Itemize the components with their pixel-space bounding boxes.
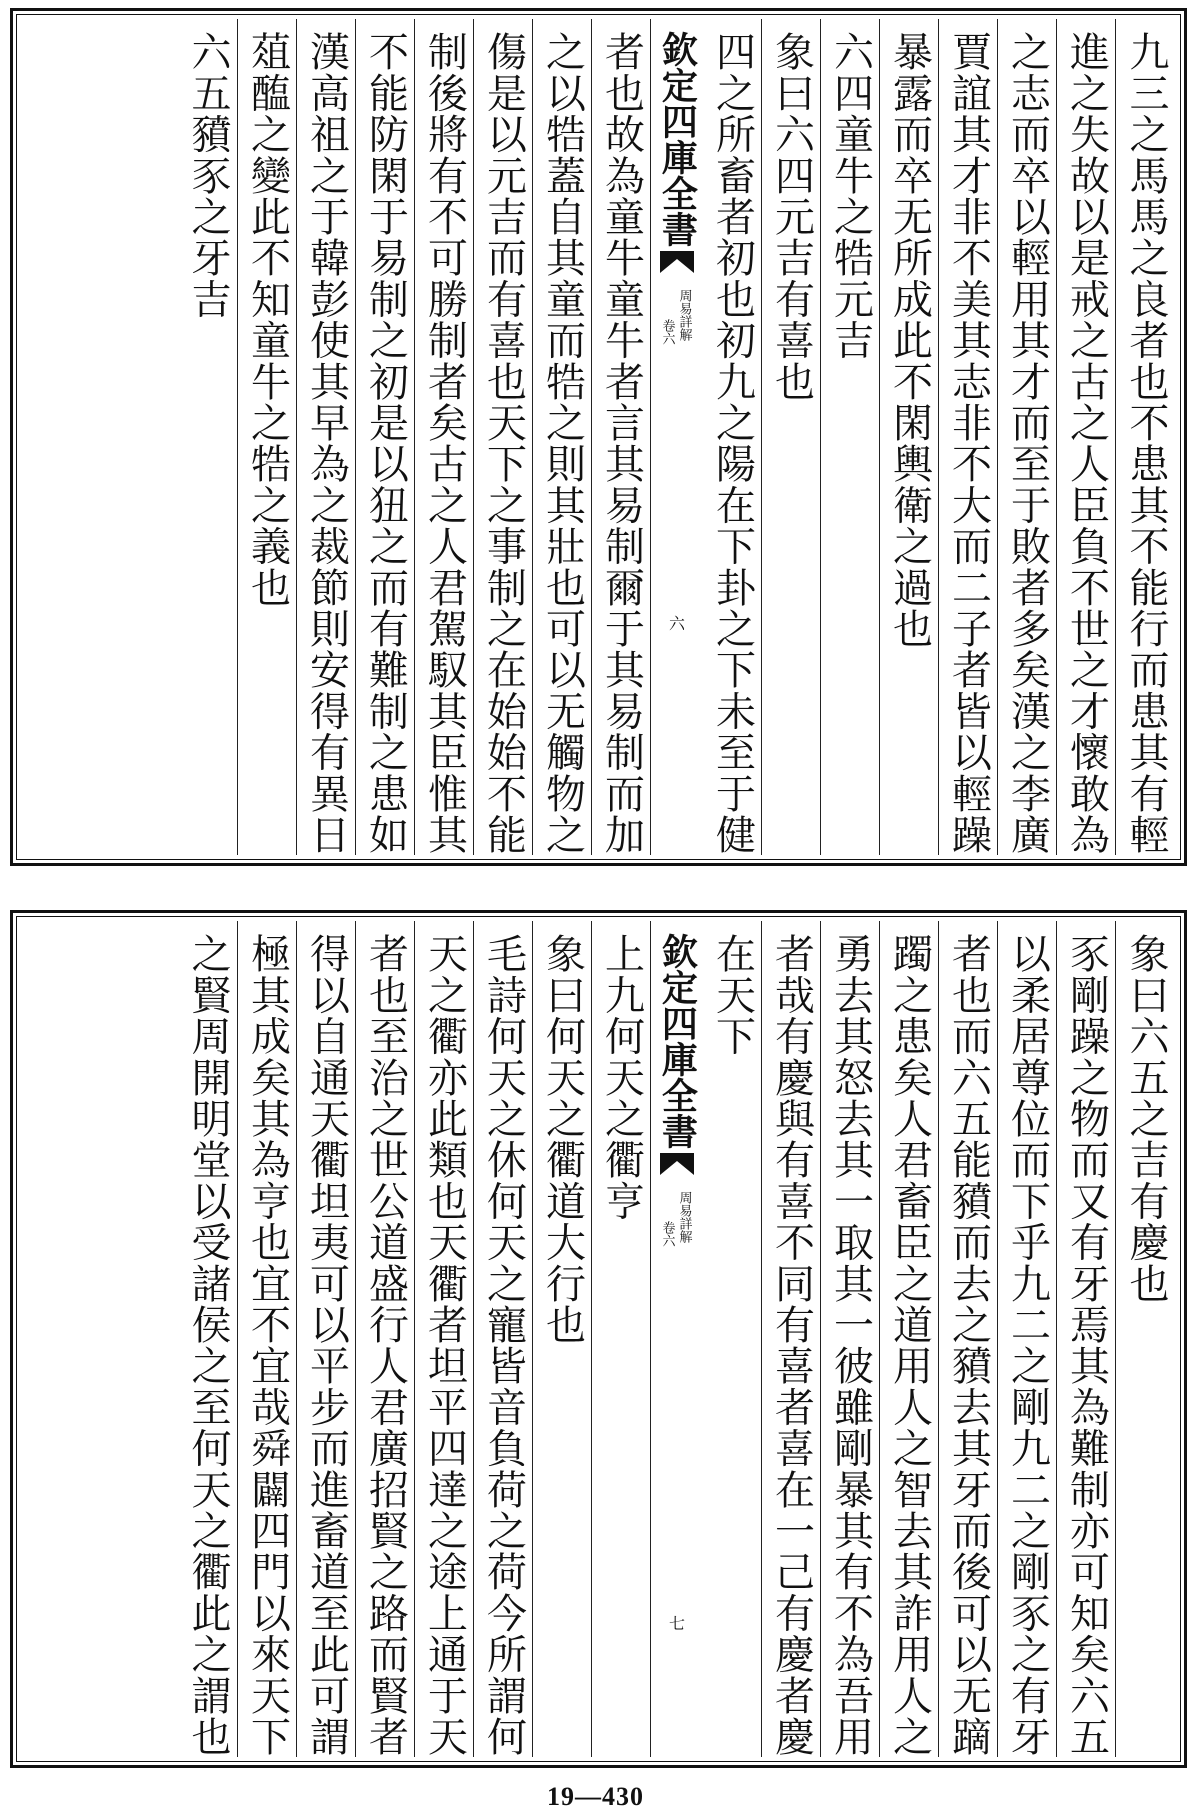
upper-page bbox=[10, 8, 1187, 866]
column-text: 葅醢之變此不知童牛之牿之義也 bbox=[244, 31, 291, 608]
text-column bbox=[938, 921, 998, 1757]
text-column bbox=[1056, 921, 1116, 1757]
text-column bbox=[532, 19, 592, 855]
text-column bbox=[591, 19, 651, 855]
text-column bbox=[879, 19, 939, 855]
text-column bbox=[997, 921, 1057, 1757]
fish-tail-icon bbox=[660, 251, 694, 273]
text-column bbox=[178, 19, 238, 855]
text-column bbox=[355, 19, 415, 855]
column-text: 豕剛躁之物而又有牙焉其為難制亦可知矣六五 bbox=[1063, 933, 1110, 1757]
text-column bbox=[938, 19, 998, 855]
book-title: 欽定四庫全書 bbox=[656, 933, 699, 1149]
text-column bbox=[355, 921, 415, 1757]
text-column bbox=[820, 19, 880, 855]
text-column bbox=[473, 19, 533, 855]
column-text: 暴露而卒无所成此不閑輿衛之過也 bbox=[886, 31, 933, 649]
column-text: 以柔居尊位而下乎九二之剛九二之剛豕之有牙 bbox=[1004, 933, 1051, 1757]
column-text: 得以自通天衢坦夷可以平步而進畜道至此可謂 bbox=[303, 933, 350, 1757]
column-text: 漢高祖之于韓彭使其早為之裁節則安得有異日 bbox=[303, 31, 350, 855]
column-text: 之賢周開明堂以受諸侯之至何天之衢此之謂也 bbox=[185, 933, 231, 1757]
column-text: 賈誼其才非不美其志非不大而二子者皆以輕躁 bbox=[945, 31, 992, 855]
column-text: 者也故為童牛童牛者言其易制爾于其易制而加 bbox=[598, 31, 645, 855]
text-column bbox=[1056, 19, 1116, 855]
column-text: 九三之馬馬之良者也不患其不能行而患其有輕 bbox=[1123, 31, 1169, 855]
text-column bbox=[414, 19, 474, 855]
text-column bbox=[591, 921, 651, 1757]
column-text: 上九何天之衢亨 bbox=[598, 933, 645, 1222]
lower-page bbox=[10, 910, 1187, 1768]
text-column bbox=[532, 921, 592, 1757]
column-text: 不能防閑于易制之初是以狃之而有難制之患如 bbox=[362, 31, 409, 855]
column-text: 者也至治之世公道盛行人君廣招賢之路而賢者 bbox=[362, 933, 409, 1757]
text-column bbox=[237, 19, 297, 855]
text-column bbox=[414, 921, 474, 1757]
column-text: 四之所畜者初也初九之陽在下卦之下未至于健 bbox=[709, 31, 756, 855]
text-column bbox=[702, 921, 762, 1757]
column-text: 者哉有慶與有喜不同有喜者喜在一己有慶者慶 bbox=[768, 933, 815, 1757]
text-column bbox=[702, 19, 762, 855]
column-text: 象曰六五之吉有慶也 bbox=[1123, 933, 1169, 1304]
text-column bbox=[1115, 921, 1176, 1757]
column-text: 之以牿蓋自其童而牿之則其壯也可以无觸物之 bbox=[539, 31, 586, 855]
column-text: 極其成矣其為亨也宜不宜哉舜闢四門以來天下 bbox=[244, 933, 291, 1757]
column-text: 六五豶豕之牙吉 bbox=[185, 31, 231, 320]
column-text: 象曰六四元吉有喜也 bbox=[768, 31, 815, 402]
text-column bbox=[237, 921, 297, 1757]
lower-page-columns bbox=[21, 921, 1176, 1757]
center-fold bbox=[650, 19, 703, 855]
page-footer-number: 19—430 bbox=[547, 1782, 644, 1811]
volume-label: 卷六 bbox=[659, 1221, 675, 1247]
text-column bbox=[296, 921, 356, 1757]
column-text: 在天下 bbox=[709, 933, 756, 1057]
text-column bbox=[473, 921, 533, 1757]
text-column bbox=[178, 921, 238, 1757]
text-column bbox=[761, 921, 821, 1757]
column-text: 躅之患矣人君畜臣之道用人之智去其詐用人之 bbox=[886, 933, 933, 1757]
volume-label: 卷六 bbox=[659, 319, 675, 345]
text-column bbox=[761, 19, 821, 855]
text-column bbox=[820, 921, 880, 1757]
upper-page-columns bbox=[21, 19, 1176, 855]
fish-tail-icon bbox=[660, 1153, 694, 1175]
text-column bbox=[296, 19, 356, 855]
column-text: 象曰何天之衢道大行也 bbox=[539, 933, 586, 1345]
text-column bbox=[879, 921, 939, 1757]
text-column bbox=[997, 19, 1057, 855]
page-number: 七 bbox=[668, 1614, 686, 1633]
column-text: 六四童牛之牿元吉 bbox=[827, 31, 874, 361]
book-name: 周易詳解 bbox=[676, 1191, 692, 1243]
page-number: 六 bbox=[668, 614, 686, 633]
column-text: 制後將有不可勝制者矣古之人君駕馭其臣惟其 bbox=[421, 31, 468, 855]
column-text: 者也而六五能豶而去之豶去其牙而後可以无蹢 bbox=[945, 933, 992, 1757]
column-text: 進之失故以是戒之古之人臣負不世之才懷敢為 bbox=[1063, 31, 1110, 855]
book-name: 周易詳解 bbox=[676, 289, 692, 341]
column-text: 之志而卒以輕用其才而至于敗者多矣漢之李廣 bbox=[1004, 31, 1051, 855]
column-text: 天之衢亦此類也天衢者坦平四達之途上通于天 bbox=[421, 933, 468, 1757]
column-text: 傷是以元吉而有喜也天下之事制之在始始不能 bbox=[480, 31, 527, 855]
text-column bbox=[1115, 19, 1176, 855]
book-title: 欽定四庫全書 bbox=[656, 31, 699, 247]
center-fold bbox=[650, 921, 703, 1757]
column-text: 勇去其怒去其一取其一彼雖剛暴其有不為吾用 bbox=[827, 933, 874, 1757]
column-text: 毛詩何天之休何天之寵皆音負荷之荷今所謂何 bbox=[480, 933, 527, 1757]
